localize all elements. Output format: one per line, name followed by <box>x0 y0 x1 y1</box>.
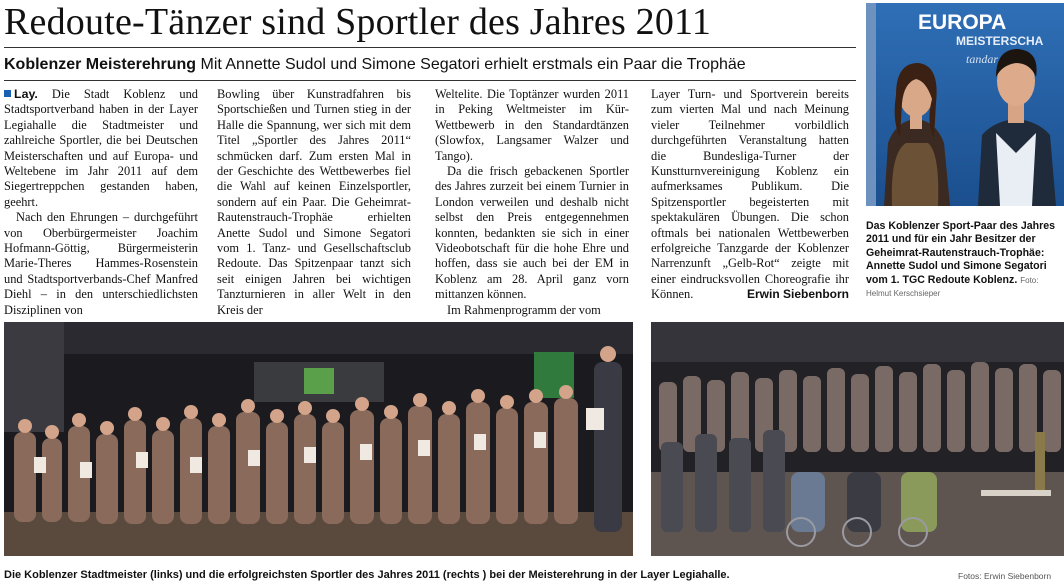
paragraph: Da die frisch gebackenen Sportler des Jahres zurzeit bei einem Turnier in London verweilen und deshalb nicht selbst den Preis entgegennehmen konnten, bedankten sie sich in einer Videobotschaft für die hohe Ehre und hoffen, dass sie auch bei der EM in Koblenz am 28. April ganz vorn mittanzen können. <box>435 164 629 302</box>
paragraph: Bowling über Kunstradfahren bis Sportschießen und Turnen stieg in der Halle die Spannung, wer sich mit dem Titel „Sportler des Jahres 2011“ schmücken darf. Zum ersten Mal in der Geschichte des Wettbewerbes fiel die Wahl auf keinen Einzelsportler, sondern auf ein Paar. Die Geheimrat-Rautenstrauch-Trophäe erhielten Anette Sudol und Simone Segatori vom 1. Tanz- und Gesellschaftsclub Redoute. Das Spitzenpaar tanzt sich seit einigen Jahren bei wichtigen Tanzturnieren in aller Welt in den Kreis der <box>217 87 411 317</box>
subheadline-rule <box>4 80 856 81</box>
headline-rule <box>4 47 856 48</box>
stadtmeister-photo <box>4 322 633 556</box>
dance-couple-caption <box>866 220 1062 300</box>
paragraph: Weltelite. Die Toptänzer wurden 2011 in Peking Weltmeister im Kür-Wettbewerb in den Standardtänzen (Slowfox, Langsamer Walzer und Tango). <box>435 87 629 163</box>
stadtmeister-group-image <box>4 322 633 556</box>
article-column-4 <box>651 87 849 303</box>
banner-text: EUROPA <box>918 11 1007 34</box>
subheadline-text: Mit Annette Sudol und Simone Segatori erhielt erstmals ein Paar die Trophäe <box>200 56 746 73</box>
paragraph-text: Die Stadt Koblenz und Stadtsportverband haben in der Layer Legiahalle die Stadtmeister und zahlreiche Sportler, die bei Deutschen Meisterschaften und auf Europa- und Weltebene im Jahr 2011 auf dem Siegertreppchen gestanden haben, geehrt. <box>4 87 198 209</box>
paragraph: Nach den Ehrungen – durchgeführt von Oberbürgermeister Joachim Hofmann-Göttig, Bürgermeisterin Marie-Theres Hammes-Rosenstein und Stadtsportverbands-Chef Manfred Diehl – in den unterschiedlichsten Disziplinen von <box>4 210 198 317</box>
square-bullet-icon <box>4 90 11 97</box>
paragraph <box>4 87 198 210</box>
paragraph: Im Rahmenprogramm der vom <box>447 302 601 317</box>
sportler-des-jahres-photo <box>651 322 1064 556</box>
caption-text: Das Koblenzer Sport-Paar des Jahres 2011 und für ein Jahr Besitzer der Geheimrat-Rautenstrauch-Trophäe: Annette Sudol und Simone Segatori vom 1. TGC Redoute Koblenz. <box>866 220 1055 286</box>
article-column-2 <box>217 87 411 318</box>
banner-sub-text: MEISTERSCHA <box>956 34 1044 48</box>
kicker: Koblenzer Meisterehrung <box>4 56 197 73</box>
bottom-caption: Die Koblenzer Stadtmeister (links) und die erfolgreichsten Sportler des Jahres 2011 (rechts ) bei der Meisterehrung in der Layer Legiahalle. <box>4 569 730 581</box>
banner-sub2-text: tandar <box>966 52 999 66</box>
article-column-1 <box>4 87 198 318</box>
headline: Redoute-Tänzer sind Sportler des Jahres 2011 <box>4 1 712 43</box>
photo-credit: Foto: Helmut Kerschsieper <box>866 275 1039 299</box>
author: Erwin Siebenborn <box>746 287 849 302</box>
dateline: Lay. <box>14 87 38 101</box>
paragraph-text: Layer Turn- und Sportverein bereits zum vierten Mal und nach Meinung vieler Teilnehmer vorbildlich durchgeführten Veranstaltung hatten die Bundesliga-Turner der Kunstturnvereinigung Koblenz ein aufmerksames Publikum. Die Spitzensportler begeisterten mit spektakulären Übungen. Die schon oftmals bei nationalen Wettbewerben erfolgreiche Tanzgarde der Koblenzer Narrenzunft „Gelb-Rot“ zeigte mit einer eindrucksvollen Choreografie ihr Können. <box>651 87 849 302</box>
bottom-photo-credit: Fotos: Erwin Siebenborn <box>958 571 1052 581</box>
dance-couple-photo <box>866 3 1064 206</box>
dance-couple-image <box>866 3 1064 206</box>
paragraph <box>651 87 849 303</box>
article-column-3 <box>435 87 629 318</box>
subheadline <box>4 56 746 74</box>
sportler-group-image <box>651 322 1064 556</box>
